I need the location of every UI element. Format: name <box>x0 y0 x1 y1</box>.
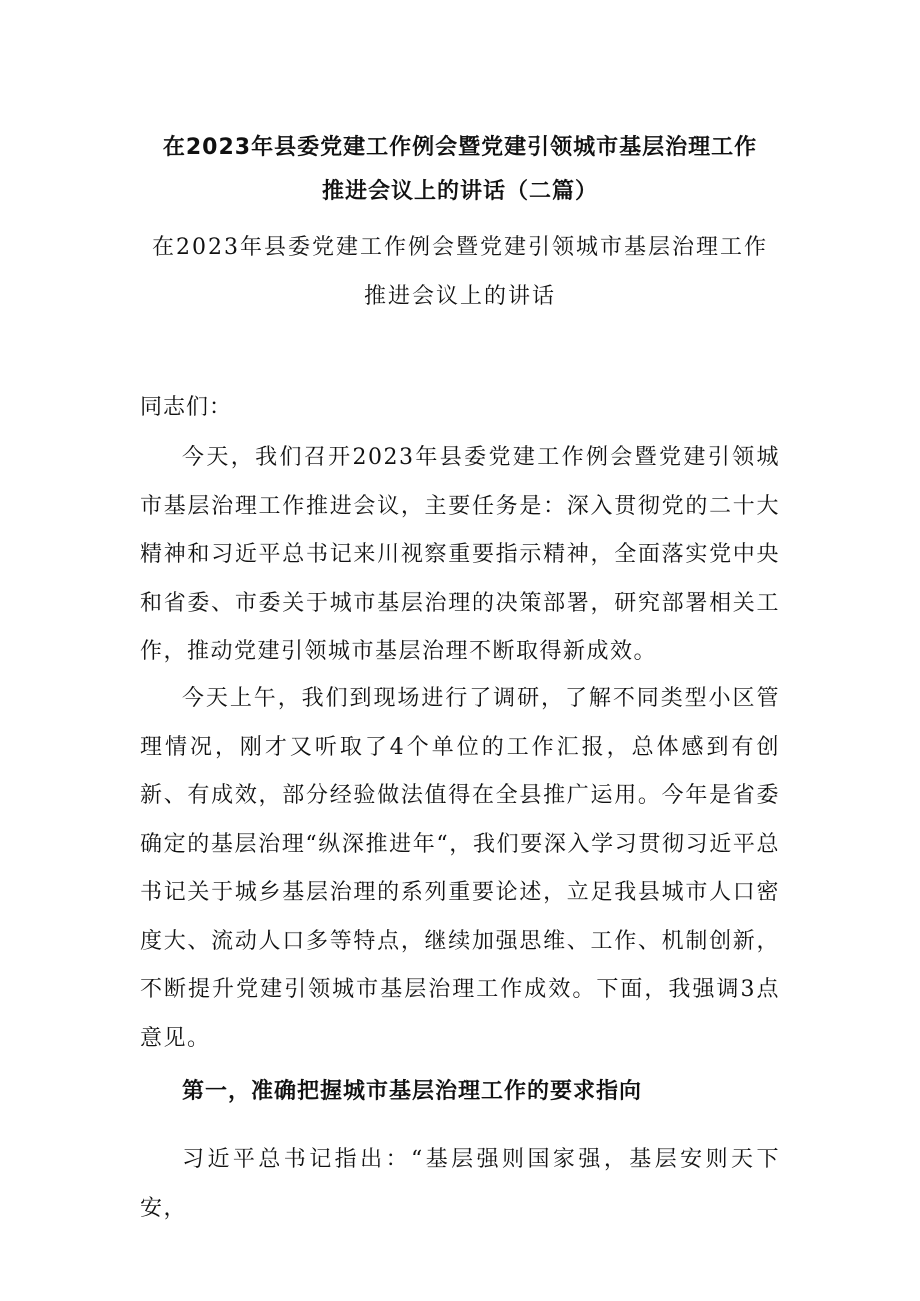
section-heading: 第一，准确把握城市基层治理工作的要求指向 <box>182 1079 643 1104</box>
main-title-line-2: 推进会议上的讲话（二篇） <box>321 179 598 204</box>
paragraph-3: 习近平总书记指出：“基层强则国家强，基层安则天下安， <box>140 1147 780 1221</box>
greeting: 同志们： <box>140 395 233 420</box>
paragraph-1: 今天，我们召开2023年县委党建工作例会暨党建引领城市基层治理工作推进会议，主要任务是：深入贯彻党的二十大精神和习近平总书记来川视察重要指示精神，全面落实党中央和省委、市委关于城市基层治理的决策部署，研究部署相关工作，推动党建引领城市基层治理不断取得新成效。 <box>140 445 780 664</box>
main-title-line-1: 在2023年县委党建工作例会暨党建引领城市基层治理工作 <box>162 135 758 160</box>
paragraph-2: 今天上午，我们到现场进行了调研，了解不同类型小区管理情况，刚才又听取了4个单位的工作汇报，总体感到有创新、有成效，部分经验做法值得在全县推广运用。今年是省委确定的基层治理“纵深推进年“，我们要深入学习贯彻习近平总书记关于城乡基层治理的系列重要论述，立足我县城市人口密度大、流动人口多等特点，继续加强思维、工作、机制创新，不断提升党建引领城市基层治理工作成效。下面，我强调3点意见。 <box>140 686 780 1051</box>
sub-title-line-2: 推进会议上的讲话 <box>363 284 556 309</box>
sub-title-line-1: 在2023年县委党建工作例会暨党建引领城市基层治理工作 <box>152 235 768 260</box>
